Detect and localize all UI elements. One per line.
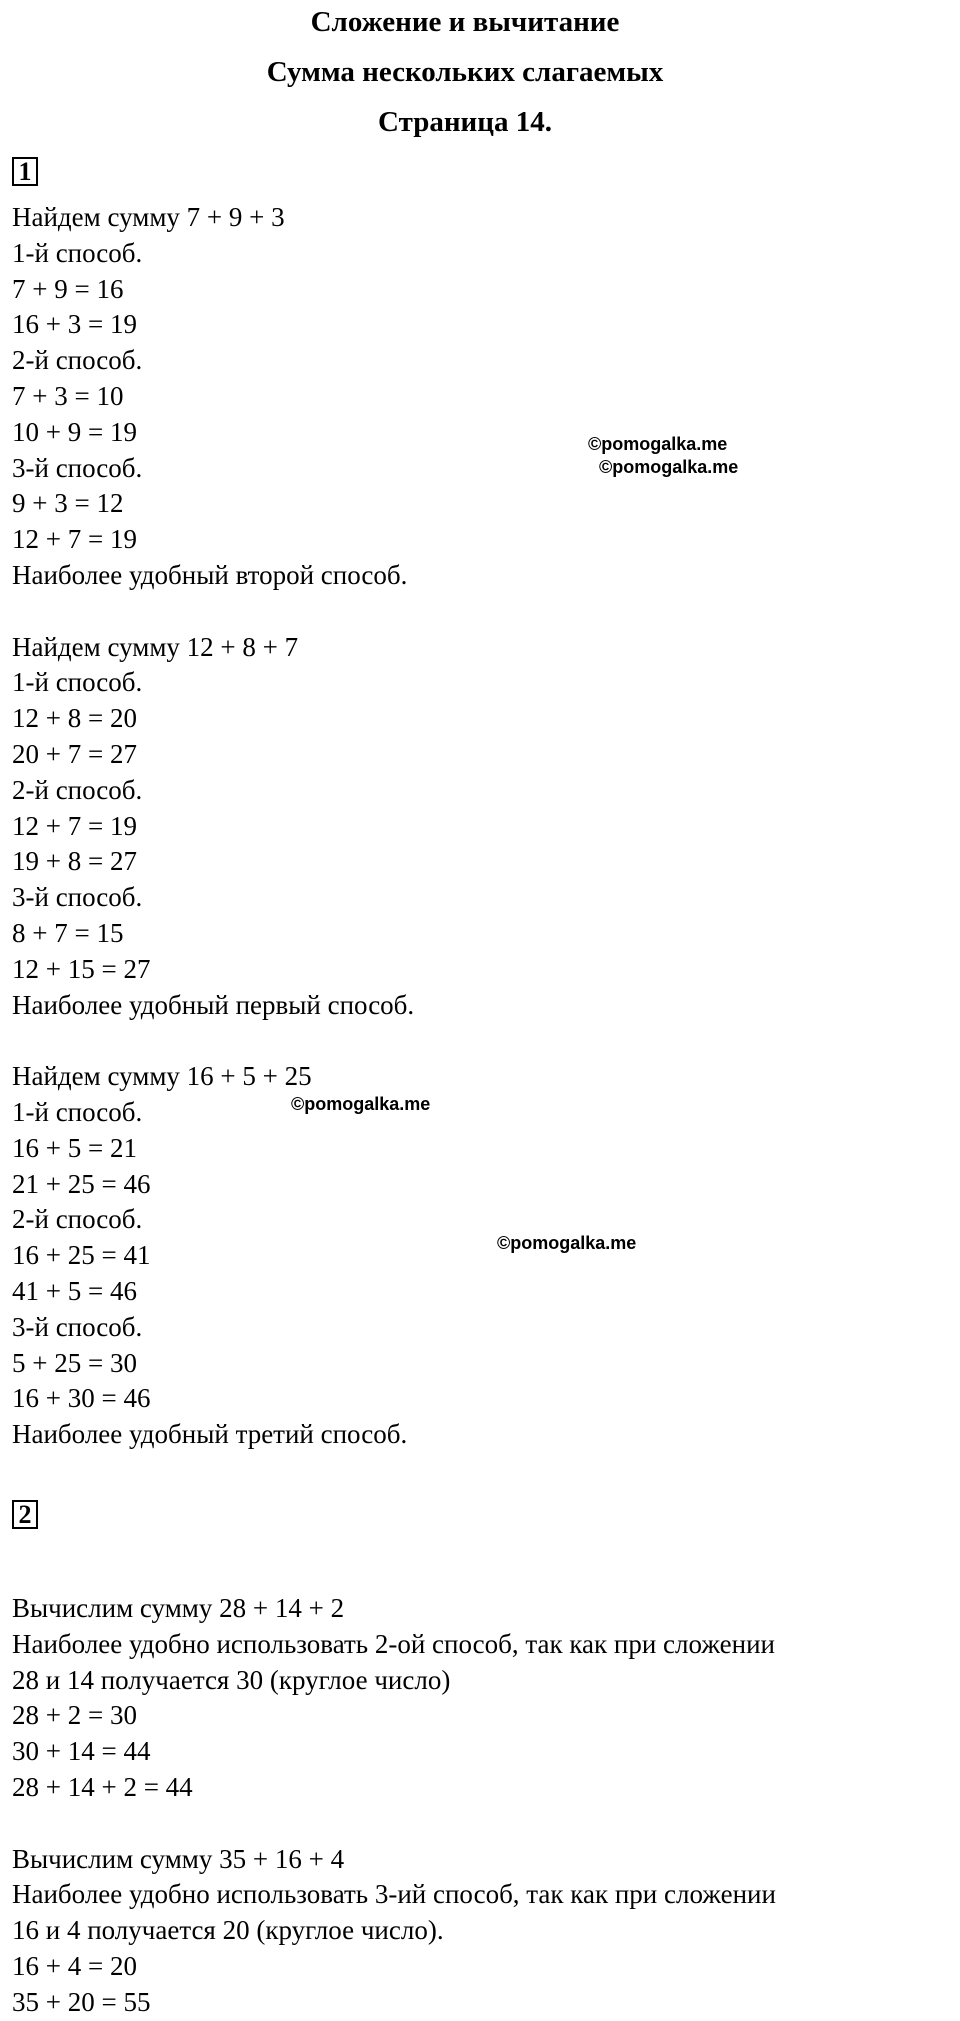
solution-line: 8 + 7 = 15 xyxy=(12,917,124,948)
watermark: ©pomogalka.me xyxy=(291,1094,431,1114)
solution-line: 28 + 14 + 2 = 44 xyxy=(12,1771,193,1802)
solution-line: Найдем сумму 7 + 9 + 3 xyxy=(12,202,285,232)
solution-line: 16 + 5 = 21 xyxy=(12,1132,137,1163)
solution-line: 1-й способ. xyxy=(12,667,143,698)
watermark: ©pomogalka.me xyxy=(599,457,739,477)
solution-line: 12 + 15 = 27 xyxy=(12,953,151,984)
solution-line: 16 + 4 = 20 xyxy=(12,1950,137,1981)
solution-line: Наиболее удобно использовать 3-ий способ, так как при сложении xyxy=(12,1879,776,1910)
solution-line: 16 и 4 получается 20 (круглое число). xyxy=(12,1915,444,1946)
solution-line: 3-й способ. xyxy=(12,452,143,483)
solution-line: 7 + 3 = 10 xyxy=(12,380,124,411)
solution-line: Вычислим сумму 28 + 14 + 2 xyxy=(12,1593,345,1623)
solution-line: 20 + 7 = 27 xyxy=(12,738,137,769)
solution-line: 28 + 2 = 30 xyxy=(12,1700,137,1731)
solution-line: 21 + 25 = 46 xyxy=(12,1168,151,1199)
solution-line: 9 + 3 = 12 xyxy=(12,488,124,519)
watermark: ©pomogalka.me xyxy=(497,1233,637,1253)
solution-line: 7 + 9 = 16 xyxy=(12,273,124,304)
solution-line: 3-й способ. xyxy=(12,1311,143,1342)
page-number-heading: Страница 14. xyxy=(378,106,552,138)
blank-line xyxy=(12,1023,942,1059)
solution-line: Вычислим сумму 35 + 16 + 4 xyxy=(12,1843,345,1874)
solution-line: 28 и 14 получается 30 (круглое число) xyxy=(12,1664,451,1695)
task-1-number-box: 1 xyxy=(12,157,38,186)
solution-line: 10 + 9 = 19 xyxy=(12,416,137,447)
solution-line: 41 + 5 = 46 xyxy=(12,1275,137,1306)
blank-line xyxy=(12,594,942,630)
solution-line: 3-й способ. xyxy=(12,882,143,913)
solution-line: 12 + 7 = 19 xyxy=(12,810,137,841)
solution-line: 12 + 8 = 20 xyxy=(12,703,137,734)
solution-line: Наиболее удобно использовать 2-ой способ, так как при сложении xyxy=(12,1628,775,1659)
task-2-number-box: 2 xyxy=(12,1500,38,1529)
solution-line: Найдем сумму 16 + 5 + 25 xyxy=(12,1061,312,1092)
solution-line: Наиболее удобный второй способ. xyxy=(12,559,408,590)
blank-line xyxy=(12,1806,942,1842)
document-subtitle: Сумма нескольких слагаемых xyxy=(266,56,664,88)
solution-line: 12 + 7 = 19 xyxy=(12,524,137,555)
solution-line: Наиболее удобный третий способ. xyxy=(12,1419,408,1450)
solution-line: 35 + 20 = 55 xyxy=(12,1986,151,2017)
solution-line: 1-й способ. xyxy=(12,237,143,268)
solution-line: 16 + 25 = 41 xyxy=(12,1240,151,1271)
solution-line: 2-й способ. xyxy=(12,1204,143,1235)
solution-line: Найдем сумму 12 + 8 + 7 xyxy=(12,631,299,662)
solution-line: 16 + 30 = 46 xyxy=(12,1383,151,1414)
solution-line: Наиболее удобный первый способ. xyxy=(12,989,415,1020)
solution-line: 2-й способ. xyxy=(12,774,143,805)
solution-line: 19 + 8 = 27 xyxy=(12,846,137,877)
solution-line: 2-й способ. xyxy=(12,345,143,376)
solution-line: 16 + 3 = 19 xyxy=(12,309,137,340)
solution-line: 5 + 25 = 30 xyxy=(12,1347,137,1378)
task-1-solution xyxy=(12,200,942,1453)
solution-line: 30 + 14 = 44 xyxy=(12,1736,151,1767)
document-title: Сложение и вычитание xyxy=(310,6,620,38)
watermark: ©pomogalka.me xyxy=(588,434,728,454)
solution-line: 1-й способ. xyxy=(12,1096,143,1127)
task-2-solution xyxy=(12,1591,942,2021)
